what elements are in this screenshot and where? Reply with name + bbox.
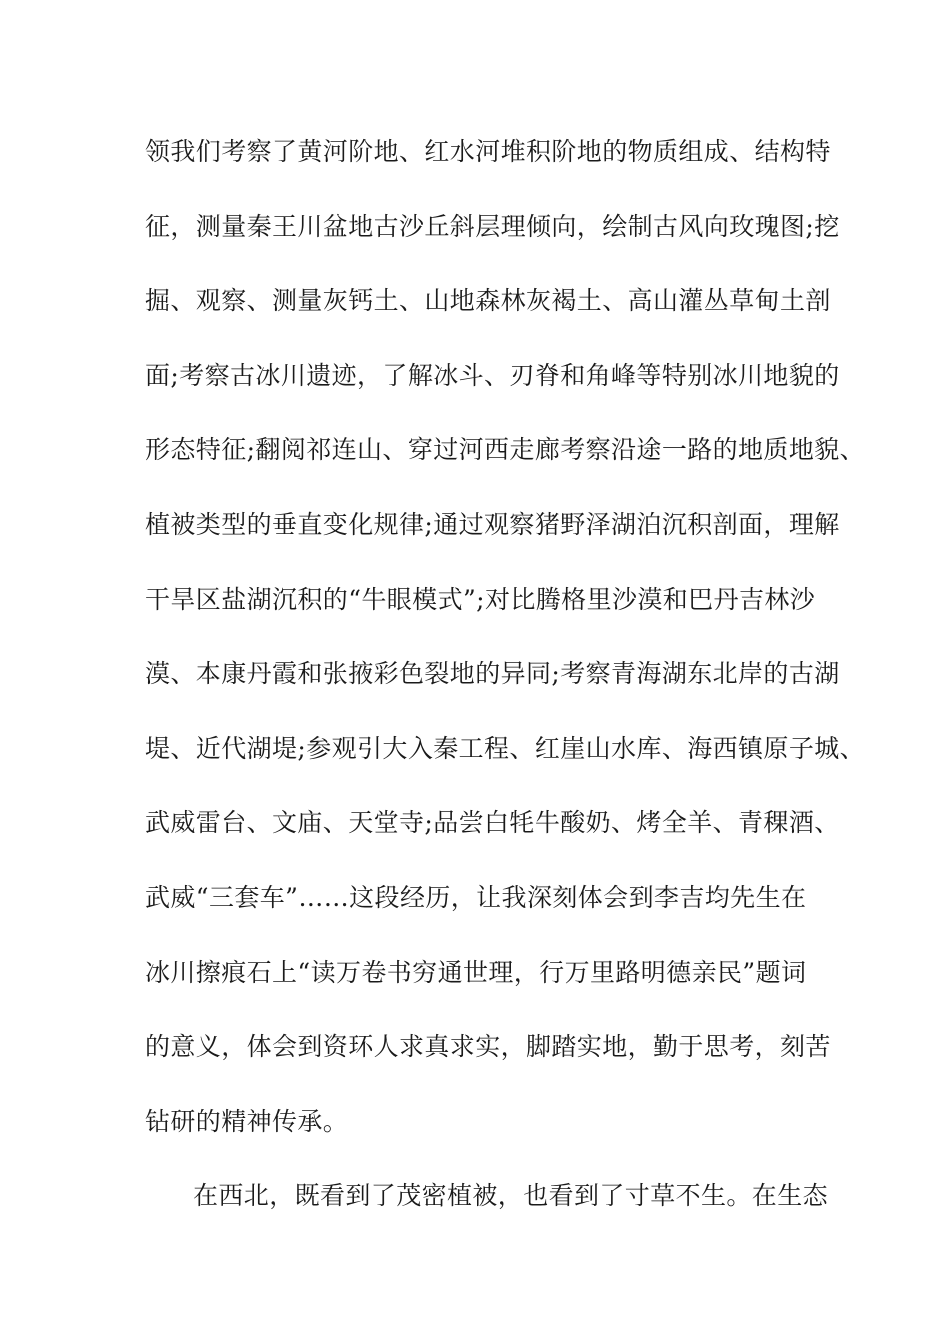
text-line: 面;考察古冰川遗迹，了解冰斗、刃脊和角峰等特别冰川地貌的: [145, 360, 840, 390]
text-line: 堤、近代湖堤;参观引大入秦工程、红崖山水库、海西镇原子城、: [145, 733, 866, 763]
text-line: 形态特征;翻阅祁连山、穿过河西走廊考察沿途一路的地质地貌、: [145, 435, 866, 465]
text-line: 征，测量秦王川盆地古沙丘斜层理倾向，绘制古风向玫瑰图;挖: [145, 211, 840, 241]
text-line: 掘、观察、测量灰钙土、山地森林灰褐土、高山灌丛草甸土剖: [145, 286, 831, 316]
text-line: 武威雷台、文庙、天堂寺;品尝白牦牛酸奶、烤全羊、青稞酒、: [145, 808, 840, 838]
text-line: 植被类型的垂直变化规律;通过观察猪野泽湖泊沉积剖面，理解: [145, 509, 840, 539]
text-line: 漠、本康丹霞和张掖彩色裂地的异同;考察青海湖东北岸的古湖: [145, 659, 840, 689]
text-line: 钻研的精神传承。: [145, 1106, 349, 1136]
text-line: 冰川擦痕石上“读万卷书穷通世理，行万里路明德亲民”题词: [145, 957, 807, 987]
body-text: [145, 128, 866, 1247]
text-line: 的意义，体会到资环人求真求实，脚踏实地，勤于思考，刻苦: [145, 1032, 831, 1062]
text-line: 领我们考察了黄河阶地、红水河堆积阶地的物质组成、结构特: [145, 137, 831, 166]
text-line: 干旱区盐湖沉积的“牛眼模式”;对比腾格里沙漠和巴丹吉林沙: [145, 584, 816, 614]
paragraph-start-line: 在西北，既看到了茂密植被，也看到了寸草不生。在生态: [193, 1181, 829, 1211]
text-line: 武威“三套车”……这段经历，让我深刻体会到李吉均先生在: [145, 882, 807, 912]
